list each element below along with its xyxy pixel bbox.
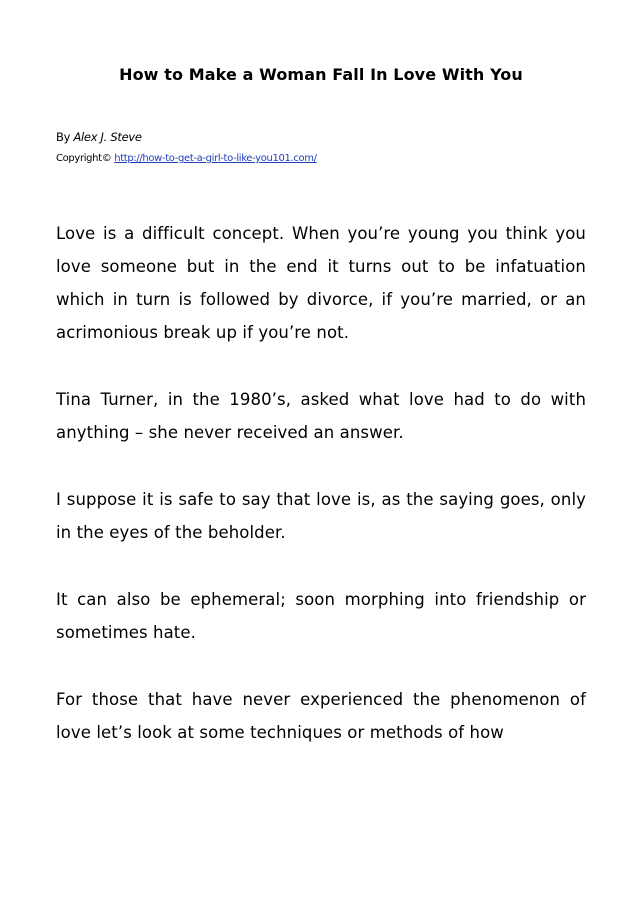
paragraph-2: Tina Turner, in the 1980’s, asked what love had to do with anything – she never received an answer. (56, 390, 586, 442)
copyright-prefix: Copyright© (56, 153, 115, 164)
byline (56, 130, 586, 144)
paragraph-1: Love is a difficult concept. When you’re young you think you love someone but in the end it turns out to be infatuation which in turn is followed by divorce, if you’re married, or an acrimonious break up if you’re not. (56, 224, 586, 342)
body-text (56, 217, 586, 749)
paragraph-5: For those that have never experienced the phenomenon of love let’s look at some techniques or methods of how (56, 690, 586, 742)
byline-prefix: By (56, 130, 74, 144)
document-title: How to Make a Woman Fall In Love With You (119, 65, 523, 84)
copyright-line (56, 152, 586, 165)
author-name: Alex J. Steve (73, 130, 142, 144)
paragraph-4: It can also be ephemeral; soon morphing into friendship or sometimes hate. (56, 590, 586, 642)
document-page (56, 64, 586, 783)
paragraph-3: I suppose it is safe to say that love is, as the saying goes, only in the eyes of the beholder. (56, 490, 586, 542)
copyright-link[interactable]: http://how-to-get-a-girl-to-like-you101.com/ (114, 153, 317, 164)
